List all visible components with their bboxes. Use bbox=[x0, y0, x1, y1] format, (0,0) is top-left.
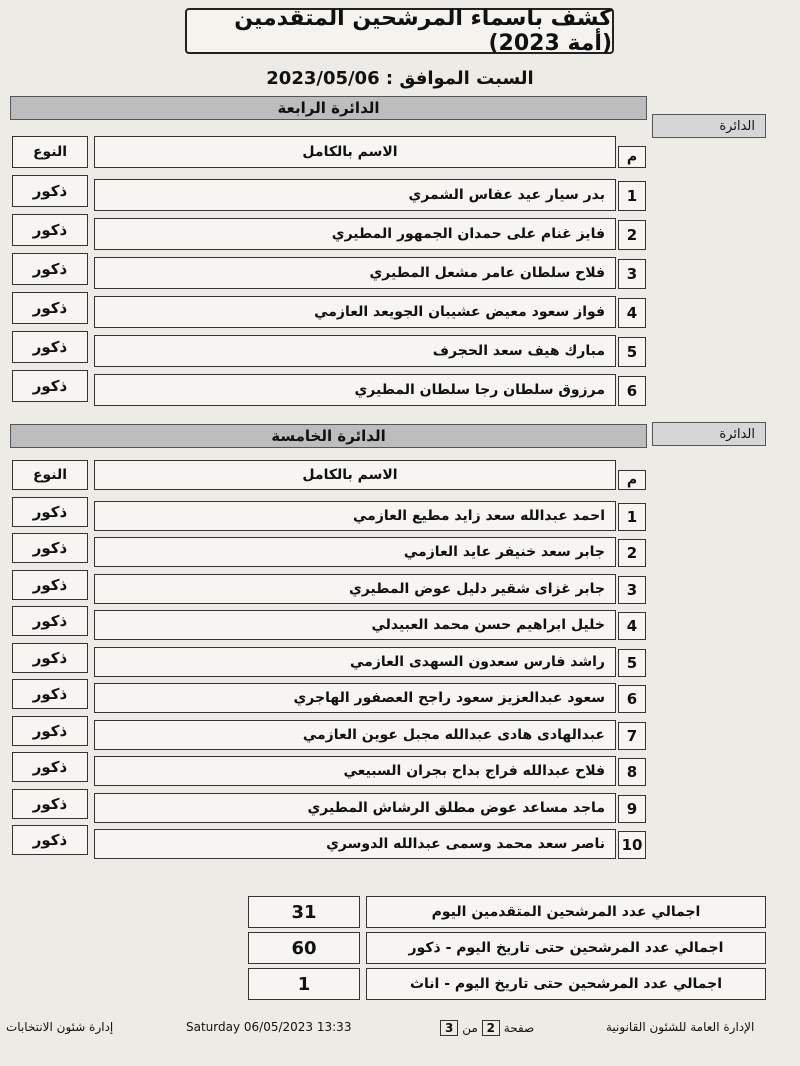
row-type: ذكور bbox=[12, 789, 88, 819]
row-number: 4 bbox=[618, 612, 646, 640]
column-header-type: النوع bbox=[12, 460, 88, 490]
row-number: 8 bbox=[618, 758, 646, 786]
row-full-name: سعود عبدالعزيز سعود راجح العصفور الهاجري bbox=[94, 683, 616, 713]
row-type: ذكور bbox=[12, 175, 88, 207]
row-full-name: فواز سعود معيض عشيبان الجويعد العازمي bbox=[94, 296, 616, 328]
of-word: من bbox=[462, 1021, 478, 1035]
row-number: 6 bbox=[618, 685, 646, 713]
row-type: ذكور bbox=[12, 292, 88, 324]
row-full-name: بدر سيار عيد عفاس الشمري bbox=[94, 179, 616, 211]
district-4-title: الدائرة الرابعة bbox=[10, 96, 647, 120]
row-full-name: راشد فارس سعدون السهدى العازمي bbox=[94, 647, 616, 677]
row-type: ذكور bbox=[12, 214, 88, 246]
date-line: السبت الموافق : 2023/05/06 bbox=[266, 68, 534, 89]
page-total: 3 bbox=[440, 1020, 458, 1036]
summary-label: اجمالي عدد المرشحين حتى تاريخ اليوم - اناث bbox=[366, 968, 766, 1000]
summary-value: 1 bbox=[248, 968, 360, 1000]
row-type: ذكور bbox=[12, 253, 88, 285]
row-full-name: احمد عبدالله سعد زايد مطيع العازمي bbox=[94, 501, 616, 531]
column-header-number: م bbox=[618, 470, 646, 490]
row-number: 1 bbox=[618, 181, 646, 211]
row-number: 5 bbox=[618, 649, 646, 677]
row-full-name: ناصر سعد محمد وسمى عبدالله الدوسري bbox=[94, 829, 616, 859]
row-full-name: ماجد مساعد عوض مطلق الرشاش المطيري bbox=[94, 793, 616, 823]
district-5-tag: الدائرة bbox=[652, 422, 766, 446]
row-full-name: مرزوق سلطان رجا سلطان المطيري bbox=[94, 374, 616, 406]
footer-left-dept: إدارة شئون الانتخابات bbox=[6, 1020, 114, 1034]
row-full-name: جابر غزاى شقير دليل عوض المطيري bbox=[94, 574, 616, 604]
row-number: 9 bbox=[618, 795, 646, 823]
summary-label: اجمالي عدد المرشحين حتى تاريخ اليوم - ذكور bbox=[366, 932, 766, 964]
row-type: ذكور bbox=[12, 331, 88, 363]
row-type: ذكور bbox=[12, 370, 88, 402]
column-header-name: الاسم بالكامل bbox=[94, 136, 616, 168]
row-full-name: جابر سعد خنيفر عايد العازمي bbox=[94, 537, 616, 567]
column-header-number: م bbox=[618, 146, 646, 168]
district-4-tag: الدائرة bbox=[652, 114, 766, 138]
row-full-name: عبدالهادى هادى عبدالله مجبل عوين العازمي bbox=[94, 720, 616, 750]
row-full-name: خليل ابراهيم حسن محمد العبيدلي bbox=[94, 610, 616, 640]
row-full-name: فلاح عبدالله فراج بداح بجران السبيعي bbox=[94, 756, 616, 786]
column-header-type: النوع bbox=[12, 136, 88, 168]
row-full-name: فايز غنام على حمدان الجمهور المطيري bbox=[94, 218, 616, 250]
row-type: ذكور bbox=[12, 606, 88, 636]
row-number: 10 bbox=[618, 831, 646, 859]
row-type: ذكور bbox=[12, 570, 88, 600]
row-number: 3 bbox=[618, 576, 646, 604]
summary-label: اجمالي عدد المرشحين المتقدمين اليوم bbox=[366, 896, 766, 928]
row-number: 1 bbox=[618, 503, 646, 531]
row-number: 2 bbox=[618, 539, 646, 567]
district-5-title: الدائرة الخامسة bbox=[10, 424, 647, 448]
footer-timestamp: Saturday 06/05/2023 13:33 bbox=[186, 1020, 352, 1034]
row-full-name: مبارك هيف سعد الحجرف bbox=[94, 335, 616, 367]
row-type: ذكور bbox=[12, 643, 88, 673]
row-number: 2 bbox=[618, 220, 646, 250]
row-number: 6 bbox=[618, 376, 646, 406]
page-number: 2 bbox=[482, 1020, 500, 1036]
footer-right-dept: الإدارة العامة للشئون القانونية bbox=[606, 1020, 755, 1034]
footer-page-indicator bbox=[440, 1020, 534, 1036]
row-type: ذكور bbox=[12, 825, 88, 855]
row-number: 3 bbox=[618, 259, 646, 289]
column-header-name: الاسم بالكامل bbox=[94, 460, 616, 490]
row-type: ذكور bbox=[12, 533, 88, 563]
row-number: 4 bbox=[618, 298, 646, 328]
document-title: كشف باسماء المرشحين المتقدمين (أمة 2023) bbox=[185, 8, 614, 54]
row-type: ذكور bbox=[12, 679, 88, 709]
page-word: صفحة bbox=[503, 1021, 535, 1035]
row-type: ذكور bbox=[12, 497, 88, 527]
row-number: 5 bbox=[618, 337, 646, 367]
summary-value: 31 bbox=[248, 896, 360, 928]
row-type: ذكور bbox=[12, 752, 88, 782]
row-type: ذكور bbox=[12, 716, 88, 746]
summary-value: 60 bbox=[248, 932, 360, 964]
row-full-name: فلاح سلطان عامر مشعل المطيري bbox=[94, 257, 616, 289]
row-number: 7 bbox=[618, 722, 646, 750]
